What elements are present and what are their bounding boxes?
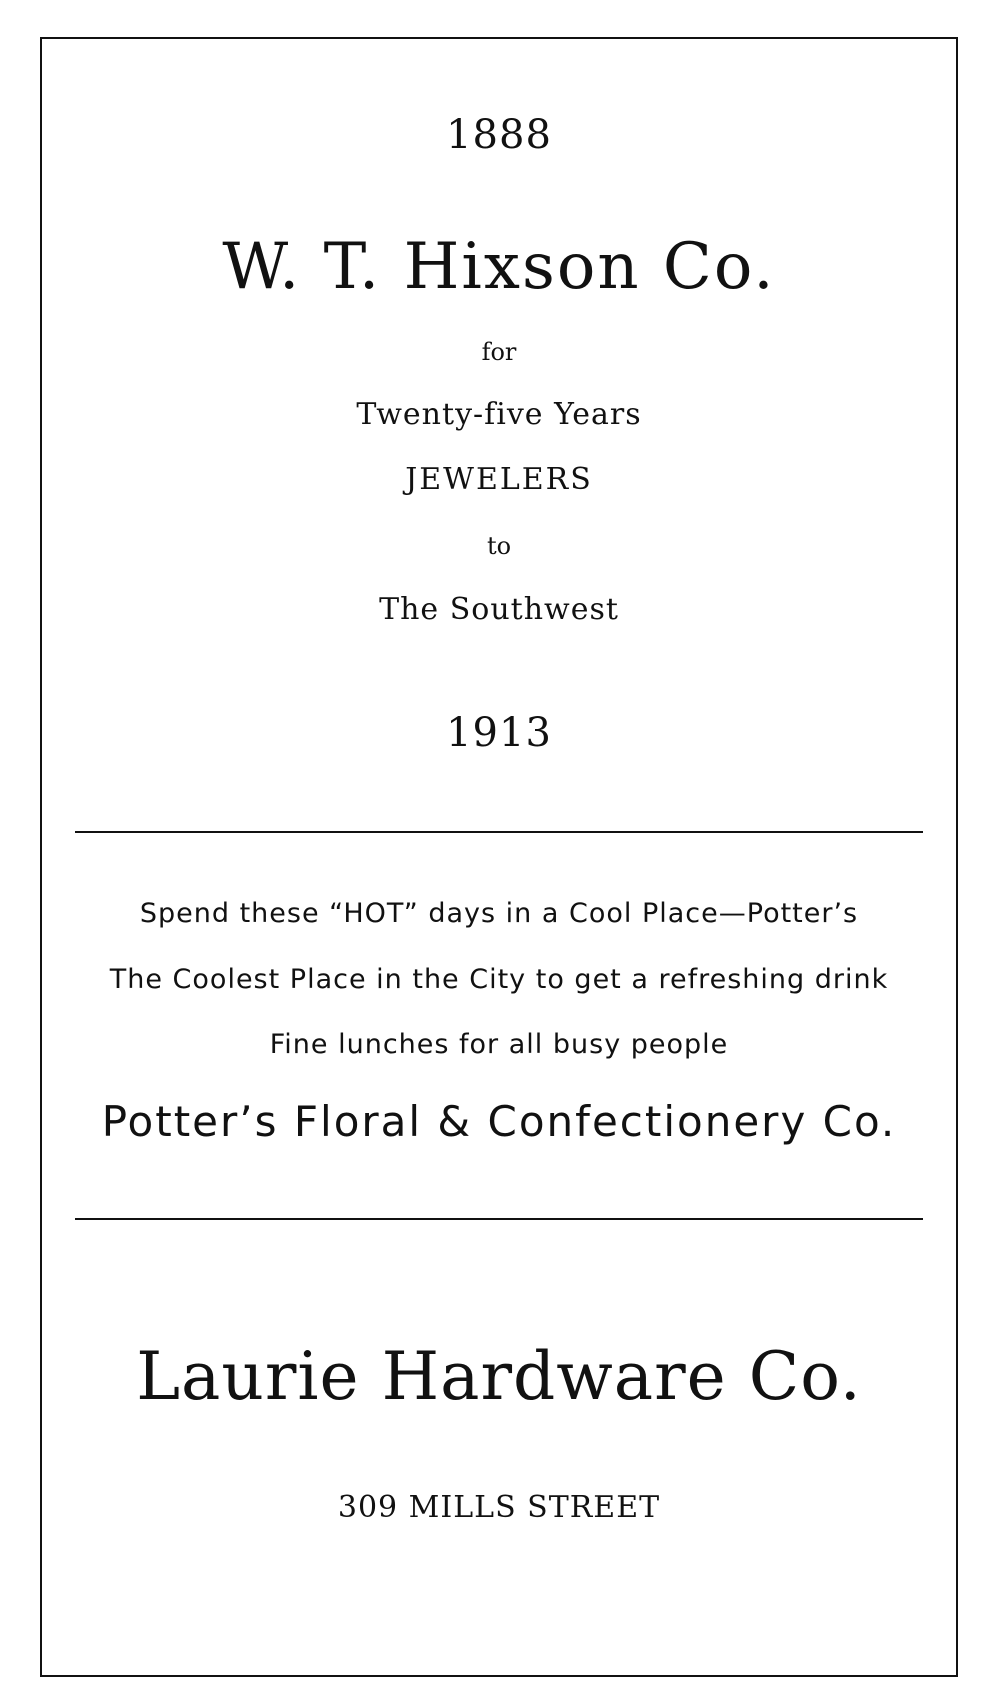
hixson-company-name: W. T. Hixson Co. bbox=[222, 230, 776, 304]
hixson-region-text: The Southwest bbox=[379, 592, 619, 627]
potters-tagline-2: The Coolest Place in the City to get a refreshing drink bbox=[109, 964, 889, 995]
potters-tagline-3: Fine lunches for all busy people bbox=[269, 1029, 729, 1060]
laurie-company-name: Laurie Hardware Co. bbox=[136, 1338, 862, 1415]
potters-company-name: Potter’s Floral & Confectionery Co. bbox=[101, 1097, 897, 1146]
section-divider bbox=[75, 1218, 923, 1220]
hixson-trade-text: JEWELERS bbox=[405, 462, 593, 497]
hixson-years-text: Twenty-five Years bbox=[356, 397, 642, 432]
hixson-to-text: to bbox=[486, 532, 512, 560]
laurie-address: 309 MILLS STREET bbox=[337, 1490, 661, 1525]
hixson-year-end: 1913 bbox=[446, 710, 552, 756]
hixson-for-text: for bbox=[481, 338, 517, 366]
potters-tagline-1: Spend these “HOT” days in a Cool Place—Potter’s bbox=[139, 898, 859, 929]
hixson-year-start: 1888 bbox=[446, 112, 552, 158]
section-divider bbox=[75, 831, 923, 833]
